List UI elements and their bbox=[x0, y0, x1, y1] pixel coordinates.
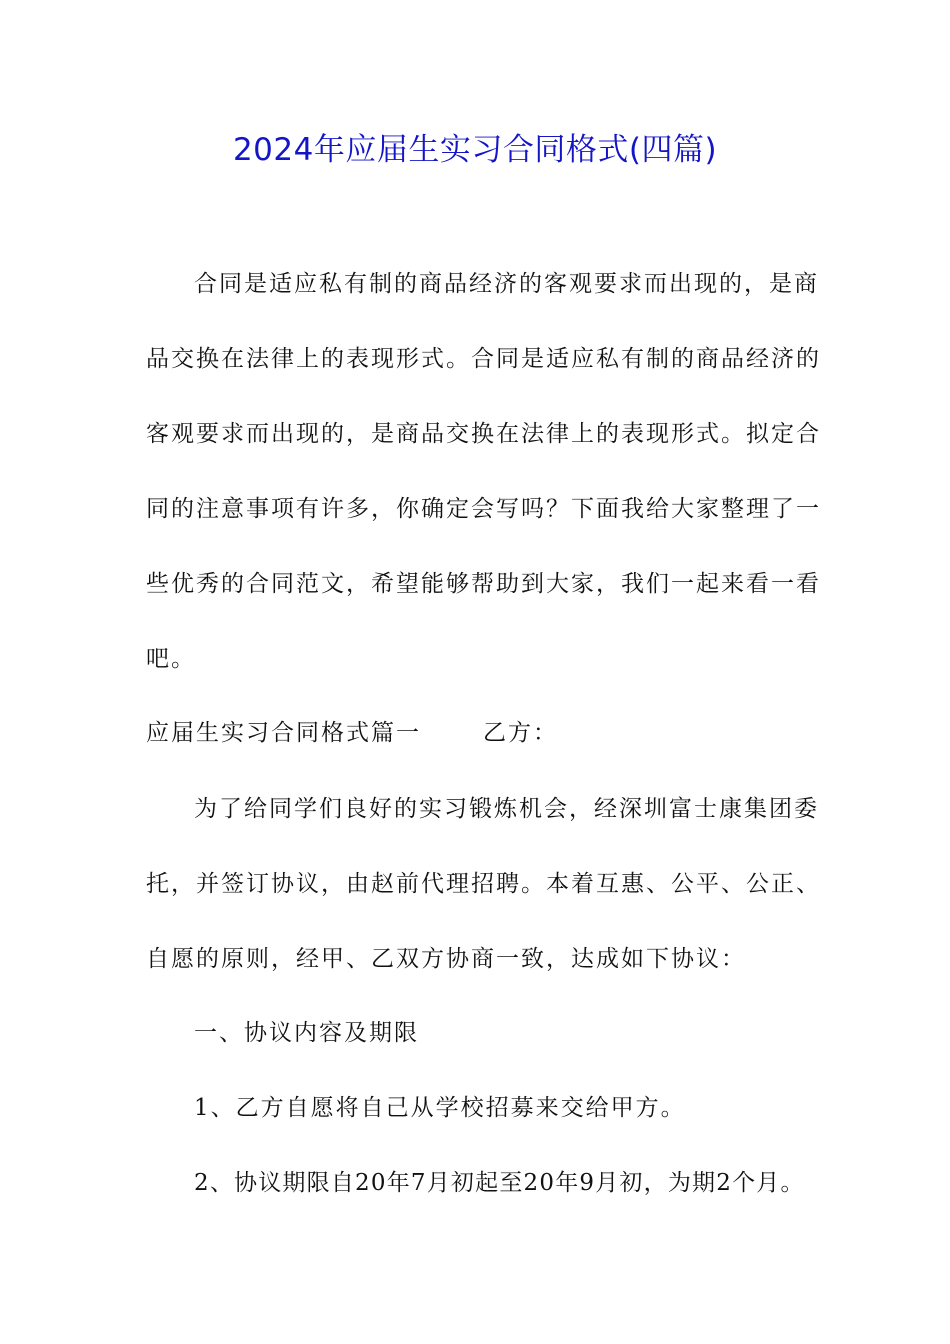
document-title: 2024年应届生实习合同格式(四篇) bbox=[232, 132, 718, 168]
body-line-2: 托，并签订协议，由赵前代理招聘。本着互惠、公平、公正、 bbox=[146, 871, 821, 897]
party-b-label: 乙方： bbox=[483, 720, 558, 746]
intro-line-2: 品交换在法律上的表现形式。合同是适应私有制的商品经济的 bbox=[146, 346, 821, 372]
section-heading-line bbox=[146, 716, 558, 750]
body-line-1: 为了给同学们良好的实习锻炼机会，经深圳富士康集团委 bbox=[194, 796, 819, 822]
section-heading: 应届生实习合同格式篇一 bbox=[146, 720, 421, 746]
intro-line-5: 些优秀的合同范文，希望能够帮助到大家，我们一起来看一看 bbox=[146, 571, 821, 597]
body-line-3: 自愿的原则，经甲、乙双方协商一致，达成如下协议： bbox=[146, 946, 746, 972]
intro-line-3: 客观要求而出现的，是商品交换在法律上的表现形式。拟定合 bbox=[146, 421, 821, 447]
intro-line-1: 合同是适应私有制的商品经济的客观要求而出现的，是商 bbox=[194, 271, 819, 297]
intro-line-4: 同的注意事项有许多，你确定会写吗？下面我给大家整理了一 bbox=[146, 496, 821, 522]
clause-1: 1、乙方自愿将自己从学校招募来交给甲方。 bbox=[194, 1095, 686, 1121]
clause-heading: 一、协议内容及期限 bbox=[194, 1020, 419, 1046]
clause-2: 2、协议期限自20年7月初起至20年9月初，为期2个月。 bbox=[194, 1170, 805, 1196]
intro-line-6: 吧。 bbox=[146, 646, 196, 672]
